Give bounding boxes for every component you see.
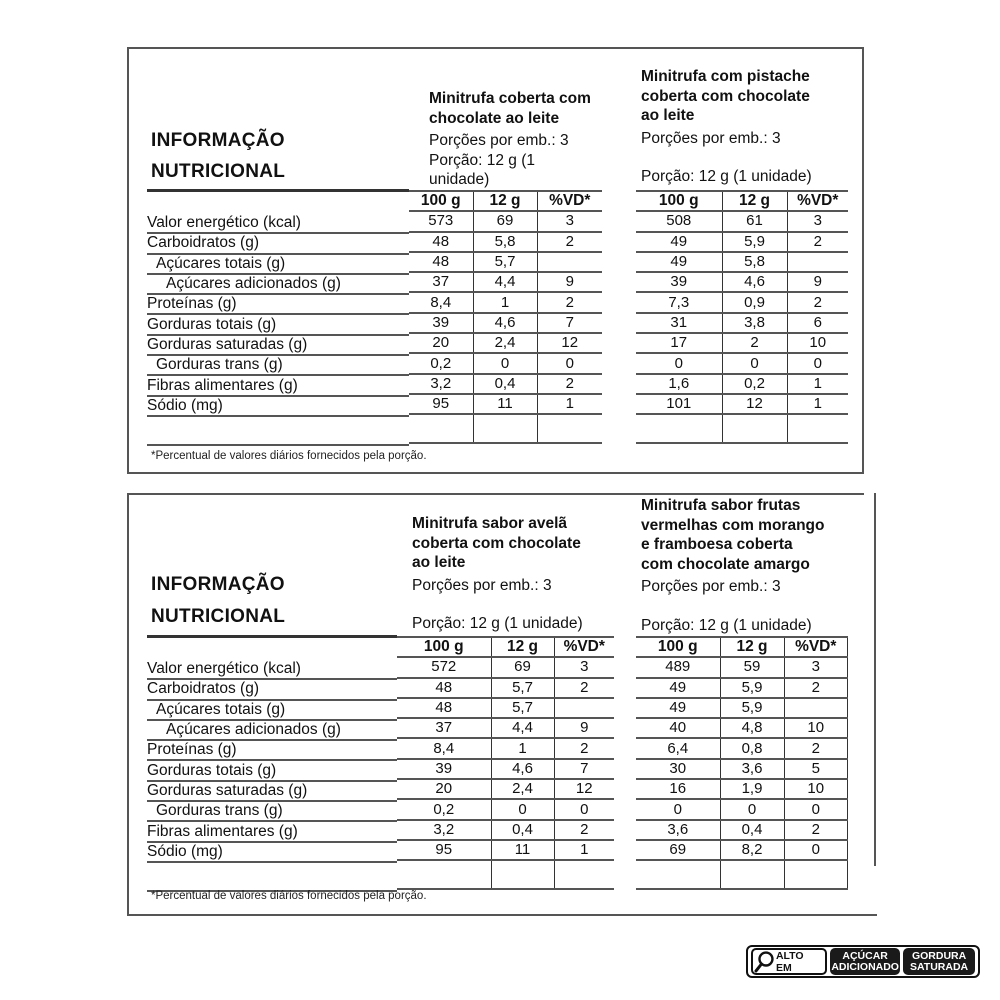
column-header-100g: 100 g (657, 638, 698, 656)
table-row (636, 678, 848, 698)
table-row (636, 292, 848, 312)
cell: 3,2 (430, 374, 452, 392)
cell: 48 (432, 232, 450, 250)
cell: 0 (473, 353, 537, 373)
table-row (397, 678, 614, 698)
nutrient-label: Gorduras totais (g) (147, 761, 277, 779)
servings-per-pack: Porções por emb.: 3 (641, 578, 781, 595)
cell: 48 (435, 699, 453, 717)
cell: 17 (670, 334, 688, 352)
cell: 572 (431, 658, 457, 676)
portion-size: Porção: 12 g (1 unidade) (412, 615, 583, 632)
added-sugar-warning (830, 948, 900, 975)
cell: 6 (787, 313, 848, 333)
cell: 3 (787, 211, 848, 231)
values-table-product-2 (636, 190, 848, 444)
column-header-vd: %VD* (537, 191, 602, 211)
table-row (397, 657, 614, 677)
table-row (397, 759, 614, 779)
cell: 49 (670, 232, 688, 250)
table-row (636, 272, 848, 292)
warning-text: ADICIONADO (831, 960, 899, 973)
cell: 5 (784, 759, 848, 779)
cell: 59 (720, 657, 784, 677)
panel-bottom-border (127, 914, 877, 916)
nutrient-labels (147, 213, 409, 446)
cell: 2,4 (491, 779, 554, 799)
table-row (636, 657, 848, 677)
cell: 30 (669, 759, 687, 777)
table-row (397, 799, 614, 819)
table-row (409, 292, 602, 312)
product-header-2 (641, 496, 824, 635)
cell: 4,6 (473, 313, 537, 333)
cell: 48 (435, 678, 453, 696)
product-name: Minitrufa com pistache (641, 68, 810, 85)
cell: 69 (491, 657, 554, 677)
nutrient-label: Açúcares totais (g) (156, 700, 286, 718)
table-row (636, 313, 848, 333)
title-rule (147, 635, 397, 638)
cell: 9 (787, 272, 848, 292)
cell: 0,4 (473, 374, 537, 394)
cell: 5,9 (722, 232, 787, 252)
cell: 12 (722, 394, 787, 414)
portion-size: Porção: 12 g (1 unidade) (641, 616, 812, 634)
nutrient-label: Fibras alimentares (g) (147, 376, 298, 394)
cell: 12 (554, 779, 614, 799)
cell: 4,8 (720, 718, 784, 738)
nutrition-panel-top (127, 47, 864, 474)
cell: 4,6 (491, 759, 554, 779)
product-name: chocolate ao leite (429, 109, 560, 127)
cell: 0 (537, 353, 602, 373)
cell: 12 (537, 333, 602, 353)
column-header-vd: %VD* (554, 637, 614, 657)
product-name: vermelhas com morango (641, 516, 825, 534)
cell: 1,6 (668, 374, 690, 392)
alto-em-label: ALTO EM (775, 949, 804, 974)
table-row (636, 840, 848, 860)
warning-text: AÇÚCAR (842, 949, 888, 962)
cell: 0 (674, 354, 683, 372)
values-table-product-2 (636, 636, 848, 890)
cell: 4,6 (722, 272, 787, 292)
nutrient-label: Gorduras saturadas (g) (147, 781, 308, 799)
cell: 3,6 (667, 820, 689, 838)
cell: 37 (432, 273, 450, 291)
cell: 10 (784, 779, 848, 799)
servings-per-pack: Porções por emb.: 3 (412, 576, 552, 594)
table-row (636, 252, 848, 272)
table-row (409, 272, 602, 292)
table-row (397, 738, 614, 758)
cell: 3,6 (720, 759, 784, 779)
cell: 7,3 (668, 293, 690, 311)
cell: 95 (432, 395, 450, 413)
cell: 7 (537, 313, 602, 333)
table-row (636, 799, 848, 819)
cell: 9 (554, 718, 614, 738)
table-row (636, 353, 848, 373)
cell: 48 (432, 253, 450, 271)
cell: 2 (787, 232, 848, 252)
table-row (409, 353, 602, 373)
table-row (636, 718, 848, 738)
cell: 11 (491, 840, 554, 860)
cell: 39 (435, 759, 453, 777)
cell: 1 (554, 840, 614, 860)
column-header-vd: %VD* (787, 191, 848, 211)
cell: 0,2 (430, 354, 452, 372)
servings-per-pack: Porções por emb.: 3 (429, 132, 569, 149)
product-name: ao leite (641, 107, 695, 124)
high-in-warning-badge (746, 945, 980, 978)
table-row (636, 232, 848, 252)
cell: 31 (670, 313, 688, 331)
cell (787, 252, 848, 272)
column-header-portion: 12 g (722, 191, 787, 211)
cell: 0,2 (722, 374, 787, 394)
nutrient-label: Gorduras totais (g) (147, 315, 277, 333)
cell: 3 (537, 211, 602, 231)
cell: 1,9 (720, 779, 784, 799)
nutrient-label: Proteínas (g) (147, 295, 237, 313)
values-table-product-1 (397, 636, 614, 890)
magnifier-icon (754, 950, 776, 974)
cell: 0 (722, 353, 787, 373)
cell: 508 (666, 212, 692, 230)
cell: 0 (787, 353, 848, 373)
cell: 39 (670, 273, 688, 291)
panel-title-line2: NUTRICIONAL (151, 161, 286, 182)
cell: 2 (784, 820, 848, 840)
cell: 5,7 (491, 678, 554, 698)
nutrient-label: Valor energético (kcal) (147, 659, 301, 677)
product-name: Minitrufa coberta com (429, 90, 591, 107)
cell: 489 (665, 658, 691, 676)
nutrient-label: Fibras alimentares (g) (147, 822, 298, 840)
nutrient-label: Sódio (mg) (147, 396, 223, 414)
table-row (636, 211, 848, 231)
cell: 20 (435, 780, 453, 798)
table-row (409, 252, 602, 272)
panel-title-line1: INFORMAÇÃO (151, 574, 285, 595)
table-row (636, 394, 848, 414)
cell: 2,4 (473, 333, 537, 353)
table-row (636, 333, 848, 353)
cell: 573 (428, 212, 454, 230)
nutrient-labels (147, 659, 397, 892)
cell: 0 (554, 799, 614, 819)
cell: 95 (435, 841, 453, 859)
column-header-portion: 12 g (491, 637, 554, 657)
cell: 4,4 (491, 718, 554, 738)
cell: 1 (491, 738, 554, 758)
table-row (636, 779, 848, 799)
product-header-2 (641, 67, 812, 187)
cell: 0,2 (433, 800, 455, 818)
table-row (409, 211, 602, 231)
cell: 2 (722, 333, 787, 353)
cell: 6,4 (667, 739, 689, 757)
cell: 39 (432, 313, 450, 331)
nutrient-label: Açúcares adicionados (g) (166, 721, 341, 739)
cell (784, 698, 848, 718)
cell: 40 (669, 719, 687, 737)
table-row (636, 738, 848, 758)
portion-size: Porção: 12 g (1 unidade) (641, 168, 812, 185)
warning-text: SATURADA (910, 960, 969, 973)
product-name: Minitrufa sabor frutas (641, 497, 801, 514)
cell: 0,4 (720, 820, 784, 840)
cell (537, 252, 602, 272)
cell: 8,4 (430, 293, 452, 311)
nutrient-label: Proteínas (g) (147, 741, 237, 759)
cell: 3 (554, 657, 614, 677)
cell: 11 (473, 394, 537, 414)
cell: 3 (784, 657, 848, 677)
cell: 1 (537, 394, 602, 414)
cell: 8,4 (433, 739, 455, 757)
cell: 5,7 (473, 252, 537, 272)
cell: 2 (537, 374, 602, 394)
cell: 49 (669, 699, 687, 717)
table-row (397, 718, 614, 738)
cell: 69 (669, 841, 687, 859)
nutrition-panel-bottom (127, 493, 864, 914)
warning-text: GORDURA (911, 949, 967, 962)
cell: 20 (432, 334, 450, 352)
title-rule (147, 189, 409, 192)
table-row (397, 698, 614, 718)
cell: 2 (784, 678, 848, 698)
nutrient-label: Gorduras trans (g) (156, 802, 283, 820)
table-row (409, 333, 602, 353)
cell: 9 (537, 272, 602, 292)
table-row (409, 313, 602, 333)
table-row (636, 698, 848, 718)
column-header-portion: 12 g (720, 637, 784, 657)
product-header-1 (429, 89, 591, 190)
cell: 37 (435, 719, 453, 737)
nutrient-label: Sódio (mg) (147, 842, 223, 860)
product-header-1 (412, 514, 583, 634)
cell: 5,9 (720, 698, 784, 718)
cell: 2 (787, 292, 848, 312)
cell: 1 (787, 394, 848, 414)
servings-per-pack: Porções por emb.: 3 (641, 129, 781, 147)
cell: 2 (554, 820, 614, 840)
cell: 3,8 (722, 313, 787, 333)
cell: 16 (669, 780, 687, 798)
cell: 0 (784, 799, 848, 819)
cell: 2 (784, 738, 848, 758)
table-row (409, 374, 602, 394)
cell: 1 (473, 292, 537, 312)
column-header-100g: 100 g (423, 638, 464, 656)
cell: 49 (669, 678, 687, 696)
cell: 5,8 (722, 252, 787, 272)
nutrient-label: Açúcares totais (g) (156, 254, 286, 272)
table-row (397, 779, 614, 799)
cell: 10 (787, 333, 848, 353)
cell (554, 698, 614, 718)
cell: 2 (537, 292, 602, 312)
cell: 2 (554, 678, 614, 698)
cell: 69 (473, 211, 537, 231)
table-row (397, 820, 614, 840)
product-name: e framboesa coberta (641, 536, 793, 553)
portion-size: Porção: 12 g (1 (429, 151, 535, 169)
cell: 2 (537, 232, 602, 252)
values-table-product-1 (409, 190, 602, 444)
panel-right-border (874, 493, 876, 866)
cell: 0,4 (491, 820, 554, 840)
cell: 4,4 (473, 272, 537, 292)
cell: 0,8 (720, 738, 784, 758)
cell: 10 (784, 718, 848, 738)
column-header-portion: 12 g (473, 191, 537, 211)
table-row (636, 759, 848, 779)
table-row (636, 374, 848, 394)
panel-title-line2: NUTRICIONAL (151, 606, 286, 627)
cell: 0,9 (722, 292, 787, 312)
nutrient-label: Carboidratos (g) (147, 680, 259, 698)
cell: 5,8 (473, 232, 537, 252)
portion-size: unidade) (429, 171, 490, 188)
product-name: com chocolate amargo (641, 555, 810, 573)
column-header-100g: 100 g (658, 192, 699, 210)
column-header-100g: 100 g (420, 192, 461, 210)
cell: 0 (491, 799, 554, 819)
table-row (409, 232, 602, 252)
cell: 3,2 (433, 820, 455, 838)
table-row (409, 394, 602, 414)
cell: 8,2 (720, 840, 784, 860)
nutrient-label: Gorduras saturadas (g) (147, 335, 308, 353)
footnote: *Percentual de valores diários fornecidos pela porção. (151, 890, 427, 902)
saturated-fat-warning (903, 948, 975, 975)
cell: 0 (720, 799, 784, 819)
footnote: *Percentual de valores diários fornecidos pela porção. (151, 450, 427, 462)
cell: 1 (787, 374, 848, 394)
product-name: ao leite (412, 554, 466, 571)
cell: 2 (554, 738, 614, 758)
column-header-vd: %VD* (784, 637, 848, 657)
nutrient-label: Gorduras trans (g) (156, 356, 283, 374)
cell: 0 (673, 800, 682, 818)
nutrient-label: Carboidratos (g) (147, 234, 259, 252)
cell: 0 (784, 840, 848, 860)
cell: 5,7 (491, 698, 554, 718)
table-row (397, 840, 614, 860)
product-name: coberta com chocolate (641, 87, 810, 105)
cell: 49 (670, 253, 688, 271)
panel-title-line1: INFORMAÇÃO (151, 130, 285, 151)
nutrient-label: Valor energético (kcal) (147, 213, 301, 231)
alto-em-box (751, 948, 827, 975)
cell: 5,9 (720, 678, 784, 698)
cell: 61 (722, 211, 787, 231)
product-name: Minitrufa sabor avelã (412, 515, 568, 532)
cell: 7 (554, 759, 614, 779)
cell: 101 (666, 395, 692, 413)
product-name: coberta com chocolate (412, 534, 581, 552)
table-row (636, 820, 848, 840)
nutrient-label: Açúcares adicionados (g) (166, 275, 341, 293)
